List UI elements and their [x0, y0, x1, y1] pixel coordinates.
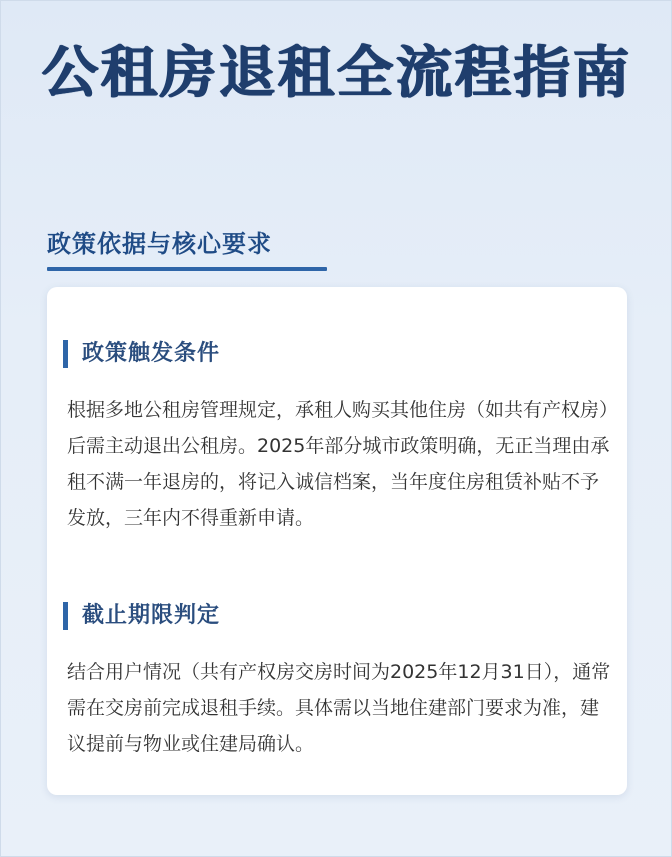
paragraph-deadline: 结合用户情况（共有产权房交房时间为2025年12月31日），通常需在交房前完成退租手续。具体需以当地住建部门要求为准，建议提前与物业或住建局确认。: [67, 661, 611, 755]
section-heading: 政策依据与核心要求: [47, 230, 272, 258]
subheading-label: 政策触发条件: [82, 341, 221, 366]
subheading-label: 截止期限判定: [82, 603, 221, 628]
section-heading-underline: [47, 267, 327, 271]
subheading-accent-bar: [63, 340, 68, 368]
paragraph-trigger-conditions: 根据多地公租房管理规定，承租人购买其他住房（如共有产权房）后需主动退出公租房。2025年部分城市政策明确，无正当理由承租不满一年退房的，将记入诚信档案，当年度住房租赁补贴不予发放，三年内不得重新申请。: [67, 399, 610, 529]
subheading-accent-bar: [63, 602, 68, 630]
subheading-trigger-conditions: [63, 339, 220, 369]
page-title: 公租房退租全流程指南: [42, 41, 632, 106]
subheading-deadline: [63, 601, 220, 631]
content-card: [47, 287, 627, 795]
